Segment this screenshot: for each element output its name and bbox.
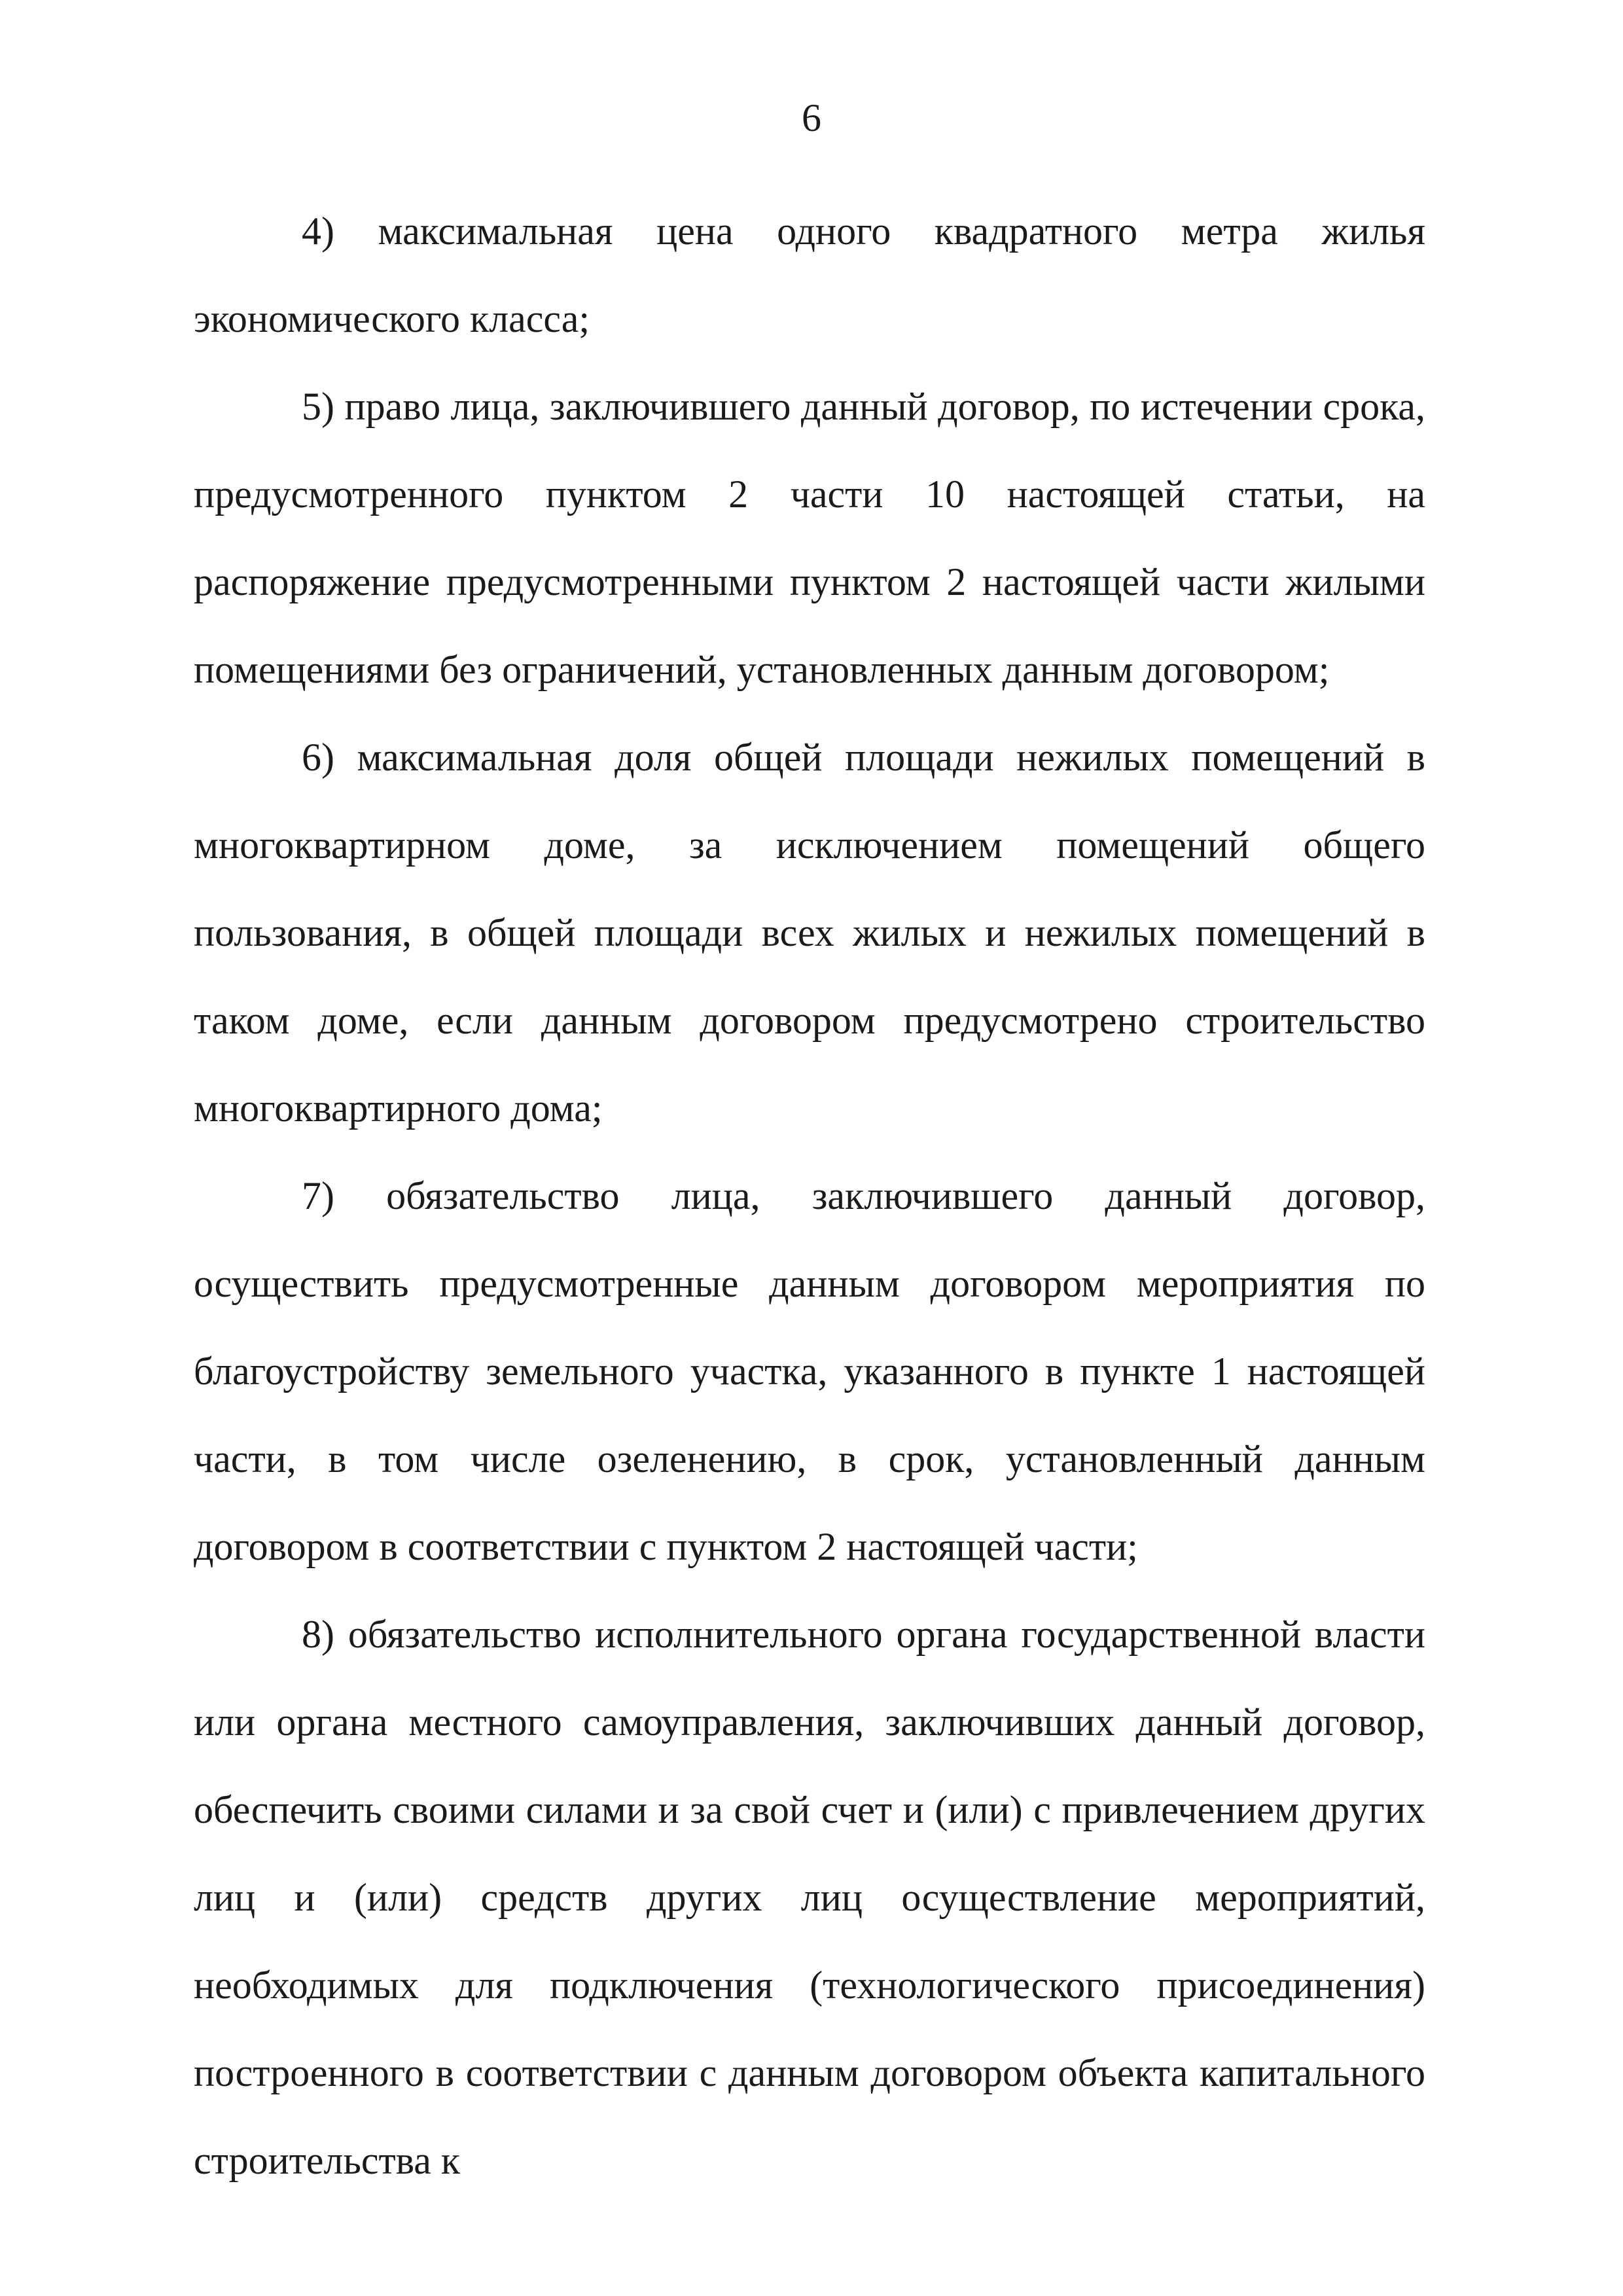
paragraph-item-7: 7) обязательство лица, заключившего данный договор, осуществить предусмотренные данным договором мероприятия по благоустройству земельного участка, указанного в пункте 1 настоящей части, в том числе озеленению, в срок, установленный данным договором в соответствии с пунктом 2 настоящей части;	[194, 1174, 1425, 1568]
paragraph-item-8: 8) обязательство исполнительного органа государственной власти или органа местного самоуправления, заключивших данный договор, обеспечить своими силами и за свой счет и (или) с привлечением других лиц и (или) средств других лиц осуществление мероприятий, необходимых для подключения (технологического присоединения) построенного в соответствии с данным договором объекта капитального строительства к	[194, 1613, 1425, 2182]
page-number: 6	[802, 96, 821, 139]
paragraph-item-6: 6) максимальная доля общей площади нежилых помещений в многоквартирном доме, за исключением помещений общего пользования, в общей площади всех жилых и нежилых помещений в таком доме, если данным договором предусмотрено строительство многоквартирного дома;	[194, 736, 1425, 1130]
paragraph-item-5: 5) право лица, заключившего данный договор, по истечении срока, предусмотренного пунктом 2 части 10 настоящей статьи, на распоряжение предусмотренными пунктом 2 настоящей части жилыми помещениями без ограничений, установленных данным договором;	[194, 385, 1425, 691]
paragraph-item-4: 4) максимальная цена одного квадратного метра жилья экономического класса;	[194, 209, 1425, 340]
document-body	[194, 187, 1425, 2204]
